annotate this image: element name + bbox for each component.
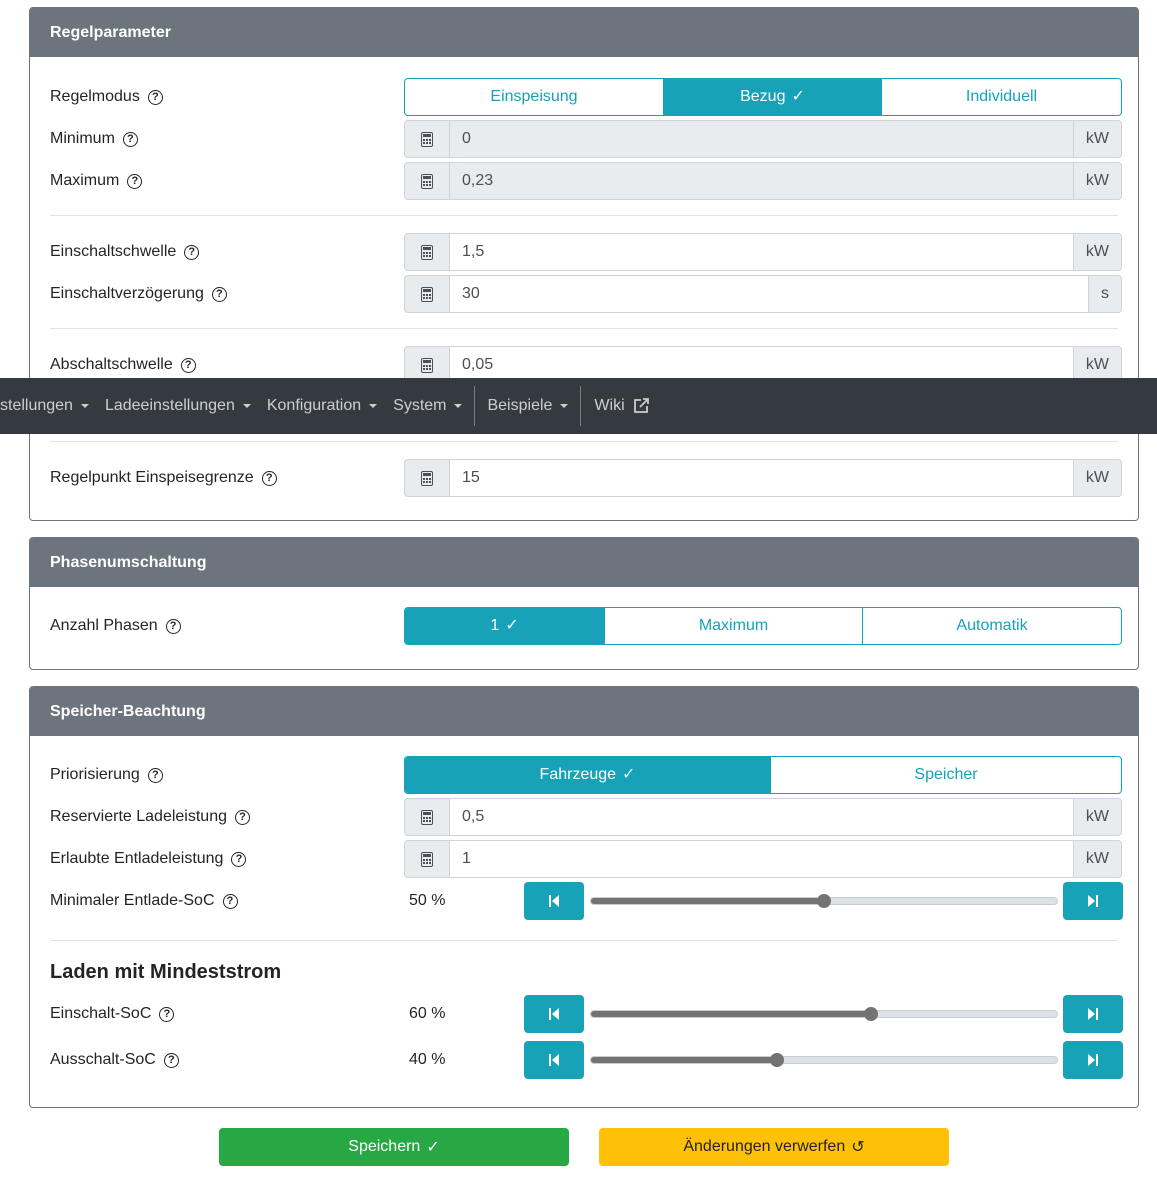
step-forward-icon (1087, 1053, 1099, 1067)
regelmodus-buttongroup (404, 78, 1122, 116)
step-backward-icon (548, 1007, 560, 1021)
help-icon[interactable]: ? (166, 619, 181, 634)
priorisierung-option-speicher[interactable]: Speicher (914, 766, 978, 783)
erlaubte-label: Erlaubte Entladeleistung (50, 850, 224, 867)
regelpunkt-label: Regelpunkt Einspeisegrenze (50, 469, 254, 486)
regelmodus-option-einspeisung[interactable]: Einspeisung (405, 79, 664, 115)
divider (50, 940, 1118, 941)
ausschalt-soc-slider[interactable] (590, 1056, 1058, 1064)
help-icon[interactable]: ? (159, 1007, 174, 1022)
unit-label: kW (1074, 120, 1122, 158)
help-icon[interactable]: ? (212, 287, 227, 302)
reservierte-row (50, 798, 1122, 836)
slider-increase-button[interactable] (1063, 1041, 1123, 1079)
slider-decrease-button[interactable] (524, 882, 584, 920)
check-icon: ✓ (505, 617, 519, 634)
reservierte-input[interactable]: 0,5 (450, 798, 1074, 836)
unit-label: kW (1074, 798, 1122, 836)
check-icon: ✓ (791, 88, 805, 105)
section-heading: Laden mit Mindeststrom (50, 961, 282, 983)
step-forward-icon (1087, 894, 1099, 908)
speicher-card (29, 686, 1139, 1108)
card-title: Phasenumschaltung (30, 538, 1138, 587)
minimum-label: Minimum (50, 130, 115, 147)
navbar (0, 378, 1157, 434)
maximum-input[interactable]: 0,23 (450, 162, 1074, 200)
discard-button[interactable]: Änderungen verwerfen ↺ (599, 1128, 949, 1166)
einschaltverzoegerung-input[interactable]: 30 (450, 275, 1089, 313)
slider-thumb[interactable] (864, 1007, 878, 1021)
divider (50, 441, 1118, 442)
nav-konfiguration[interactable]: Konfiguration (267, 386, 393, 426)
calculator-icon[interactable] (404, 275, 450, 313)
help-icon[interactable]: ? (164, 1053, 179, 1068)
help-icon[interactable]: ? (231, 852, 246, 867)
regelparameter-card (29, 7, 1139, 521)
calculator-icon[interactable] (404, 459, 450, 497)
calculator-icon[interactable] (404, 798, 450, 836)
abschaltschwelle-input[interactable]: 0,05 (450, 346, 1074, 384)
caret-down-icon (454, 404, 462, 408)
einschaltverzoegerung-row (50, 275, 1122, 313)
regelpunkt-row (50, 459, 1122, 497)
einschalt-soc-slider[interactable] (590, 1010, 1058, 1018)
ausschalt-soc-row (50, 1041, 1122, 1079)
maximum-row (50, 162, 1122, 200)
anzahl-phasen-label: Anzahl Phasen (50, 617, 158, 634)
einschalt-soc-value: 60 % (409, 1005, 446, 1022)
help-icon[interactable]: ? (127, 174, 142, 189)
calculator-icon[interactable] (404, 162, 450, 200)
phasen-option-maximum[interactable]: Maximum (605, 608, 863, 644)
caret-down-icon (81, 404, 89, 408)
unit-label: kW (1074, 459, 1122, 497)
einschalt-soc-label: Einschalt-SoC (50, 1005, 152, 1022)
min-soc-label: Minimaler Entlade-SoC (50, 892, 215, 909)
unit-label: kW (1074, 346, 1122, 384)
ausschalt-soc-value: 40 % (409, 1051, 446, 1068)
help-icon[interactable]: ? (262, 471, 277, 486)
caret-down-icon (243, 404, 251, 408)
anzahl-phasen-row (50, 607, 1122, 645)
help-icon[interactable]: ? (123, 132, 138, 147)
calculator-icon[interactable] (404, 840, 450, 878)
check-icon: ✓ (622, 766, 636, 783)
ausschalt-soc-label: Ausschalt-SoC (50, 1051, 156, 1068)
einschaltschwelle-label: Einschaltschwelle (50, 243, 177, 260)
nav-system[interactable]: System (393, 386, 474, 426)
regelmodus-option-individuell[interactable]: Individuell (965, 88, 1038, 105)
slider-decrease-button[interactable] (524, 1041, 584, 1079)
slider-increase-button[interactable] (1063, 882, 1123, 920)
step-forward-icon (1087, 1007, 1099, 1021)
unit-label: kW (1074, 840, 1122, 878)
unit-label: s (1089, 275, 1122, 313)
step-backward-icon (548, 1053, 560, 1067)
phasenumschaltung-card (29, 537, 1139, 670)
abschaltschwelle-label: Abschaltschwelle (50, 356, 173, 373)
unit-label: kW (1074, 162, 1122, 200)
regelmodus-option-bezug[interactable]: Bezug ✓ (664, 79, 882, 115)
regelmodus-label: Regelmodus (50, 88, 140, 105)
priorisierung-row (50, 756, 1122, 794)
minimum-row (50, 120, 1122, 158)
external-link-icon (633, 398, 649, 414)
maximum-label: Maximum (50, 172, 120, 189)
card-title: Regelparameter (30, 8, 1138, 57)
help-icon[interactable]: ? (148, 768, 163, 783)
caret-down-icon (369, 404, 377, 408)
einschaltschwelle-input[interactable]: 1,5 (450, 233, 1074, 271)
nav-wiki[interactable]: Wiki (581, 386, 664, 426)
help-icon[interactable]: ? (235, 810, 250, 825)
divider (50, 328, 1118, 329)
help-icon[interactable]: ? (223, 894, 238, 909)
undo-icon: ↺ (851, 1139, 865, 1156)
divider (50, 215, 1118, 216)
slider-thumb[interactable] (770, 1053, 784, 1067)
help-icon[interactable]: ? (184, 245, 199, 260)
calculator-icon[interactable] (404, 233, 450, 271)
regelpunkt-input[interactable]: 15 (450, 459, 1074, 497)
help-icon[interactable]: ? (181, 358, 196, 373)
save-button[interactable]: Speichern ✓ (219, 1128, 569, 1166)
nav-einstellungen[interactable]: stellungen (0, 386, 105, 426)
caret-down-icon (560, 404, 568, 408)
card-title: Speicher-Beachtung (30, 687, 1138, 736)
min-soc-row (50, 882, 1122, 920)
erlaubte-input[interactable]: 1 (450, 840, 1074, 878)
nav-ladeeinstellungen[interactable]: Ladeeinstellungen (105, 386, 267, 426)
anzahl-phasen-buttongroup (404, 607, 1122, 645)
min-soc-value: 50 % (409, 892, 446, 909)
step-backward-icon (548, 894, 560, 908)
regelmodus-row (50, 78, 1122, 116)
phasen-option-automatik[interactable]: Automatik (956, 617, 1028, 634)
priorisierung-option-fahrzeuge[interactable]: Fahrzeuge ✓ (405, 757, 771, 793)
einschaltverzoegerung-label: Einschaltverzögerung (50, 285, 204, 302)
priorisierung-buttongroup (404, 756, 1122, 794)
help-icon[interactable]: ? (148, 90, 163, 105)
einschalt-soc-row (50, 995, 1122, 1033)
priorisierung-label: Priorisierung (50, 766, 140, 783)
slider-decrease-button[interactable] (524, 995, 584, 1033)
minimum-input[interactable]: 0 (450, 120, 1074, 158)
phasen-option-1[interactable]: 1 ✓ (405, 608, 605, 644)
erlaubte-row (50, 840, 1122, 878)
slider-increase-button[interactable] (1063, 995, 1123, 1033)
slider-thumb[interactable] (817, 894, 831, 908)
check-icon: ✓ (426, 1139, 440, 1156)
min-soc-slider[interactable] (590, 897, 1058, 905)
reservierte-label: Reservierte Ladeleistung (50, 808, 227, 825)
calculator-icon[interactable] (404, 120, 450, 158)
unit-label: kW (1074, 233, 1122, 271)
einschaltschwelle-row (50, 233, 1122, 271)
nav-beispiele[interactable]: Beispiele (475, 386, 580, 426)
